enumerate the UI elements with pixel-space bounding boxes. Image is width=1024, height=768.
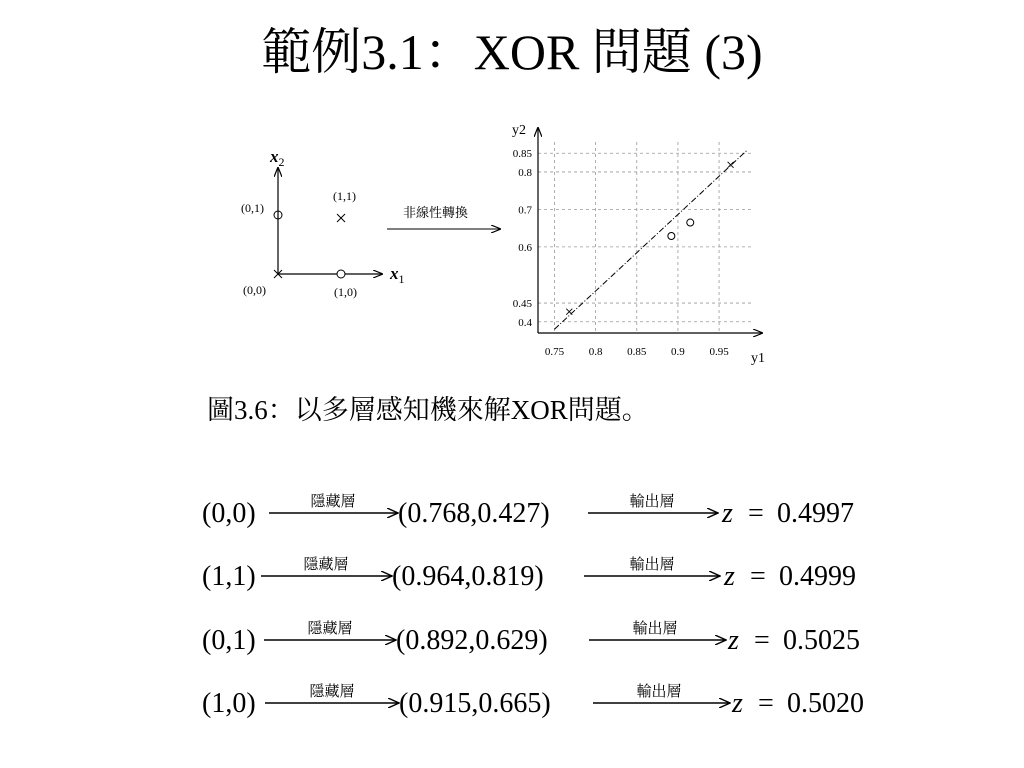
- y-tick-label: 0.8: [518, 166, 532, 179]
- output-value: 0.4999: [779, 561, 856, 592]
- mapping-row: [202, 619, 860, 656]
- mapping-row: [202, 682, 864, 719]
- equals-sign: =: [750, 561, 766, 592]
- output-value: 0.5025: [783, 625, 860, 656]
- output-variable: z: [722, 498, 733, 529]
- input-vector: (0,1): [202, 625, 256, 656]
- input-y-axis-label: $x_2$: [270, 147, 285, 169]
- point-0-1-label: (0,1): [241, 201, 264, 215]
- output-variable: z: [724, 561, 735, 592]
- point-0-0-label: (0,0): [243, 283, 266, 297]
- point-1-0-label: (1,0): [334, 285, 357, 299]
- output-layer-label: 輸出層: [636, 684, 682, 700]
- slide-title: 範例3.1：XOR 問題 (3): [261, 24, 763, 80]
- point-1-1-label: (1,1): [333, 189, 356, 203]
- hidden-vector: (0.915,0.665): [399, 688, 551, 719]
- x-tick-label: 0.9: [671, 346, 685, 358]
- y-tick-label: 0.45: [512, 298, 532, 311]
- transform-label: 非線性轉換: [403, 205, 469, 220]
- hidden-vector: (0.892,0.629): [396, 625, 548, 656]
- hidden-vector: (0.768,0.427): [398, 498, 550, 529]
- chart-y-label: y2: [512, 123, 526, 138]
- y-tick-label: 0.6: [518, 241, 532, 254]
- y-tick-label: 0.7: [518, 204, 532, 217]
- y-tick-label: 0.85: [512, 148, 532, 161]
- output-layer-label: 輸出層: [629, 557, 675, 573]
- equals-sign: =: [748, 498, 764, 529]
- x-tick-label: 0.85: [627, 346, 647, 358]
- output-layer-label: 輸出層: [632, 621, 678, 637]
- input-vector: (0,0): [202, 498, 256, 529]
- x-tick-label: 0.8: [588, 346, 603, 358]
- hidden-vector: (0.964,0.819): [392, 561, 544, 592]
- input-vector: (1,0): [202, 688, 256, 719]
- hidden-layer-label: 隱藏層: [307, 621, 353, 637]
- hidden-layer-label: 隱藏層: [309, 684, 355, 700]
- input-vector: (1,1): [202, 561, 256, 592]
- x-tick-label: 0.75: [544, 346, 565, 358]
- output-layer-label: 輸出層: [629, 494, 675, 510]
- hidden-layer-label: 隱藏層: [310, 494, 356, 510]
- y-tick-label: 0.4: [518, 316, 532, 329]
- chart-x-label: y1: [751, 351, 765, 366]
- output-value: 0.5020: [787, 688, 864, 719]
- output-value: 0.4997: [777, 498, 854, 529]
- input-x-axis-label: $x_1$: [390, 264, 405, 286]
- equals-sign: =: [758, 688, 774, 719]
- output-variable: z: [728, 625, 739, 656]
- equals-sign: =: [754, 625, 770, 656]
- x-tick-label: 0.95: [709, 346, 729, 358]
- hidden-layer-label: 隱藏層: [303, 557, 349, 573]
- mapping-row: [202, 555, 856, 592]
- mapping-row: [202, 492, 854, 529]
- figure-caption: 圖3.6：以多層感知機來解XOR問題。: [207, 395, 649, 425]
- output-variable: z: [732, 688, 743, 719]
